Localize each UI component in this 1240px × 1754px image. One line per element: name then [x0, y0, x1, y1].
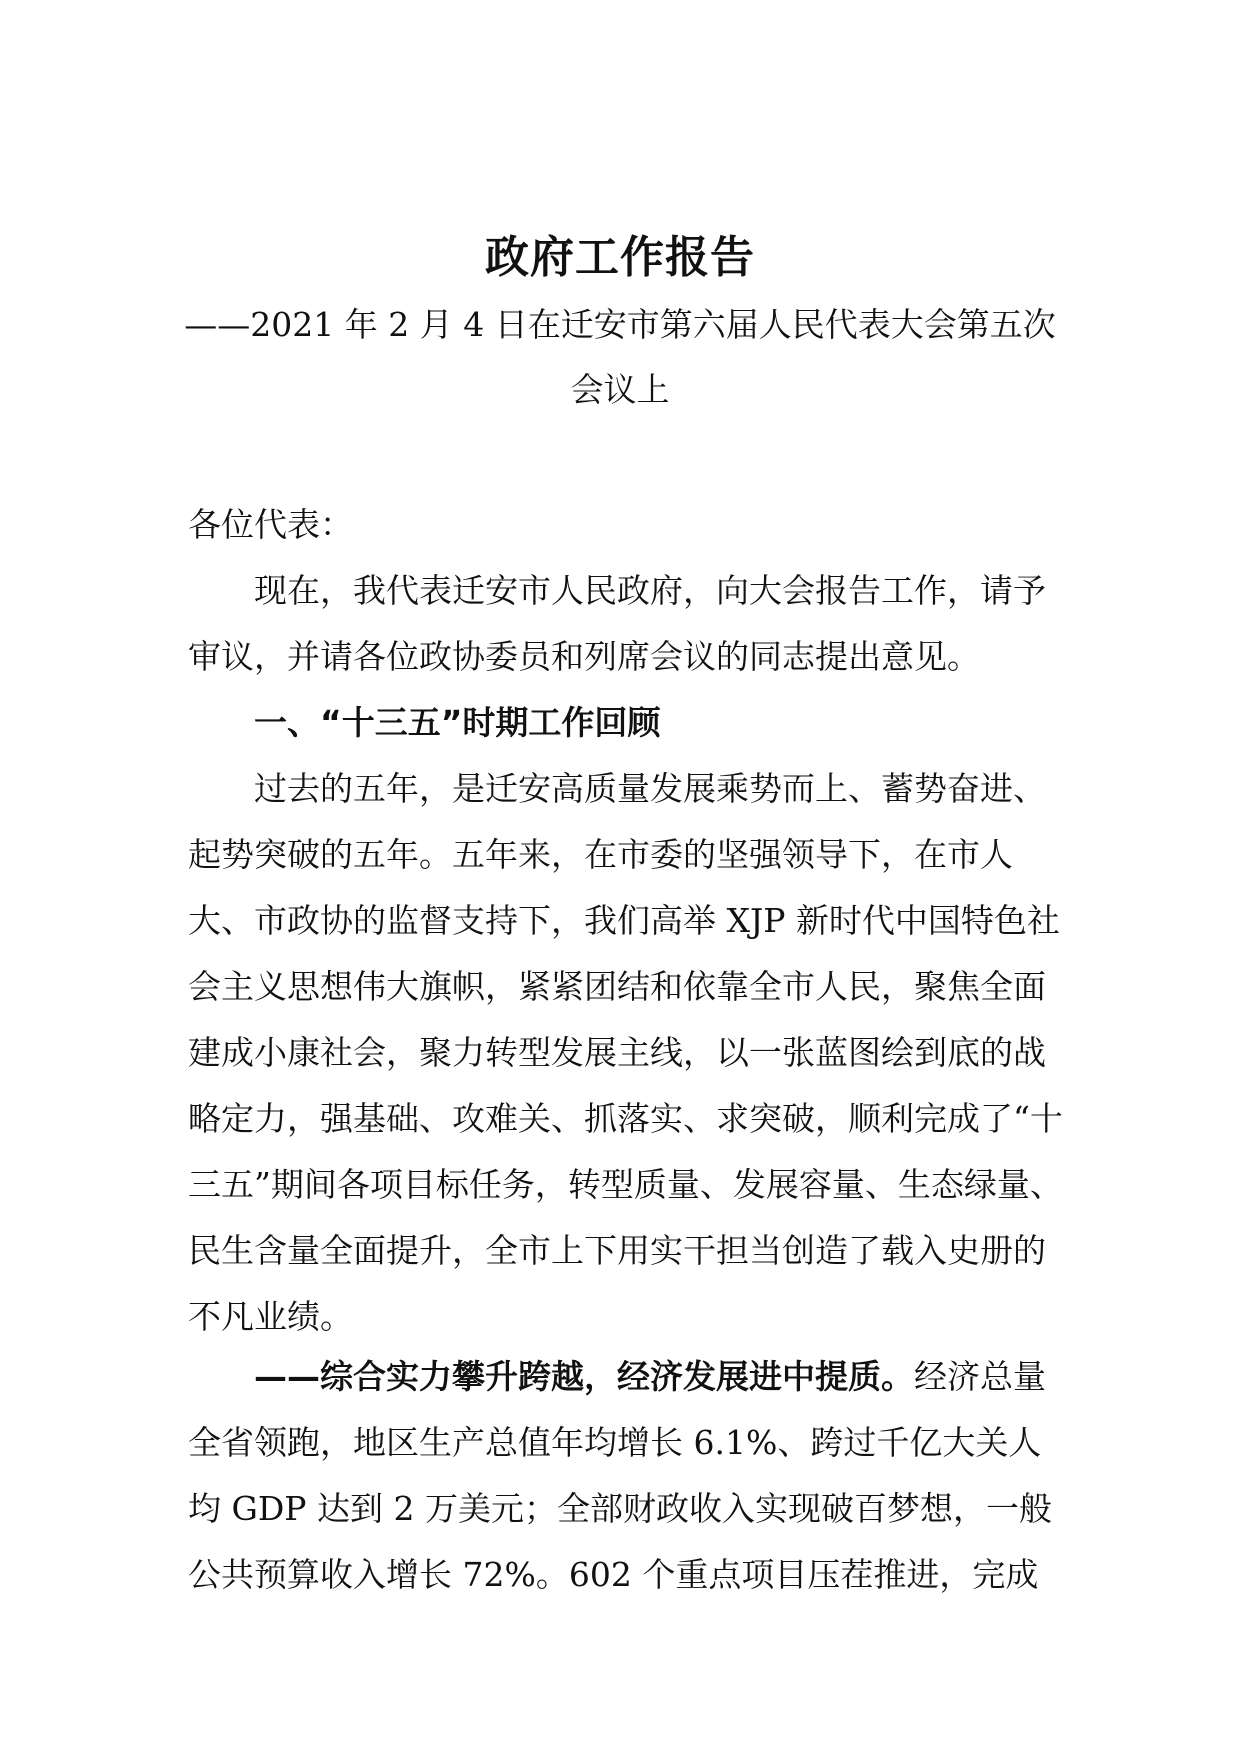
- document-subtitle-line2: 会议上: [570, 370, 670, 409]
- document-title: 政府工作报告: [485, 232, 755, 283]
- economy-paragraph: [188, 1344, 1068, 1608]
- review-paragraph: 过去的五年，是迁安高质量发展乘势而上、蓄势奋进、起势突破的五年。五年来，在市委的坚强领导下，在市人大、市政协的监督支持下，我们高举 XJP 新时代中国特色社会主义思想伟大旗帜，紧紧团结和依靠全市人民，聚焦全面建成小康社会，聚力转型发展主线，以一张蓝图绘到底的战略定力，强基础、攻难关、抓落实、求突破，顺利完成了“十三五”期间各项目标任务，转型质量、发展容量、生态绿量、民生含量全面提升，全市上下用实干担当创造了载入史册的不凡业绩。: [188, 769, 1063, 1336]
- document-subtitle-line1: ——2021 年 2 月 4 日在迁安市第六届人民代表大会第五次: [184, 305, 1056, 344]
- economy-body: 经济总量全省领跑，地区生产总值年均增长 6.1%、跨过千亿大关人均 GDP 达到 2 万美元；全部财政收入实现破百梦想，一般公共预算收入增长 72%。602 个重点项目压茬推进，完成: [188, 1357, 1052, 1594]
- section-heading: 一、“十三五”时期工作回顾: [254, 703, 661, 742]
- economy-lead: ——综合实力攀升跨越，经济发展进中提质。: [254, 1357, 914, 1396]
- intro-paragraph: 现在，我代表迁安市人民政府，向大会报告工作，请予审议，并请各位政协委员和列席会议的同志提出意见。: [188, 571, 1046, 676]
- salutation: 各位代表：: [188, 505, 353, 544]
